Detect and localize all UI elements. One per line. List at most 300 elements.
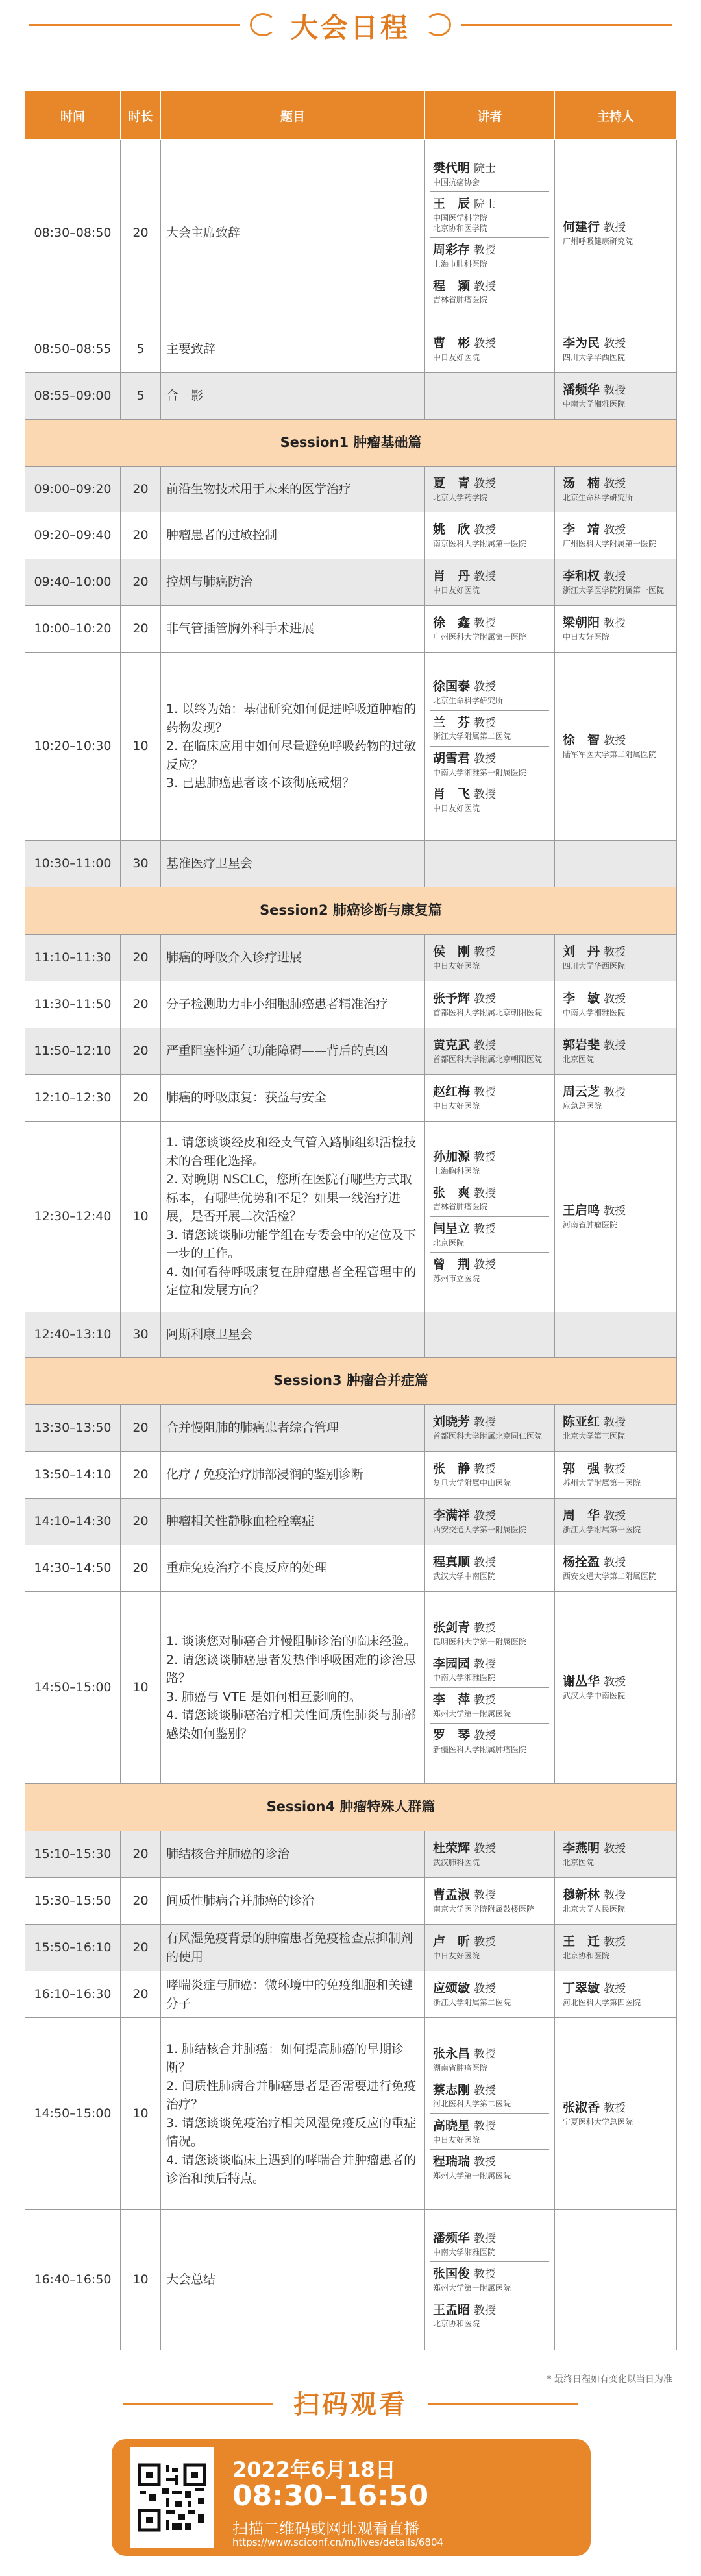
host-title: 教授 [604, 1842, 626, 1856]
row-topic: 分子检测助力非小细胞肺癌患者精准治疗 [161, 981, 425, 1028]
speaker-title: 教授 [474, 2232, 497, 2246]
speaker-affiliation: 复旦大学附属中山医院 [433, 1478, 511, 1488]
speaker-name: 张 爽 [433, 1185, 471, 1200]
row-duration: 20 [121, 935, 161, 981]
speaker-title: 教授 [474, 680, 497, 694]
host-affiliation: 应急总医院 [563, 1101, 602, 1111]
qr-code[interactable] [130, 2447, 214, 2548]
speaker-name: 曾 荆 [433, 1257, 471, 1272]
speaker-affiliation: 中日友好医院 [433, 586, 480, 596]
row-host [555, 559, 677, 606]
host [560, 215, 671, 250]
host-affiliation: 陆军军医大学第二附属医院 [563, 750, 657, 760]
row-duration: 20 [121, 1878, 161, 1925]
host [560, 611, 671, 646]
speaker-name: 兰 芬 [433, 715, 471, 730]
host-title: 教授 [604, 1982, 626, 1996]
row-host [555, 512, 677, 559]
row-topic: 合并慢阻肺的肺癌患者综合管理 [161, 1405, 425, 1452]
host-affiliation: 北京大学人民医院 [563, 1905, 626, 1914]
host [560, 564, 671, 599]
table-row [25, 2018, 677, 2210]
speaker-name: 樊代明 [433, 161, 471, 176]
host-name: 陈亚红 [563, 1415, 600, 1430]
speaker [430, 987, 549, 1022]
row-host [555, 373, 677, 420]
row-time: 15:30–15:50 [25, 1878, 121, 1925]
header-topic: 题目 [161, 91, 425, 140]
host-name: 何建行 [563, 219, 600, 234]
table-row [25, 326, 677, 373]
row-host [555, 140, 677, 326]
table-row [25, 606, 677, 653]
host [560, 728, 671, 764]
speaker-affiliation: 首都医科大学附属北京同仁医院 [433, 1432, 543, 1441]
host [560, 1550, 671, 1585]
row-topic: 肺癌的呼吸康复：获益与安全 [161, 1075, 425, 1122]
speaker [430, 274, 549, 309]
table-row [25, 981, 677, 1028]
host [560, 472, 671, 507]
host-name: 李 靖 [563, 522, 600, 537]
speaker-affiliation: 北京大学药学院 [433, 493, 488, 503]
speaker-affiliation: 中日友好医院 [433, 961, 480, 971]
row-topic: 肿瘤患者的过敏控制 [161, 512, 425, 559]
speaker [430, 611, 549, 646]
host-affiliation: 河北医科大学第四医院 [563, 1998, 641, 2008]
row-duration: 30 [121, 841, 161, 887]
row-host [555, 1545, 677, 1592]
host [560, 1080, 671, 1115]
host [560, 1836, 671, 1872]
speaker-title: 教授 [474, 2304, 497, 2317]
host-affiliation: 广州医科大学附属第一医院 [563, 539, 657, 549]
table-row [25, 1592, 677, 1784]
speaker [430, 1687, 549, 1723]
speaker-affiliation: 中日友好医院 [433, 2135, 480, 2145]
session-header-row [25, 1784, 677, 1831]
scan-decor-line-right [428, 2403, 578, 2405]
host-name: 穆新林 [563, 1888, 600, 1903]
row-speakers [425, 1075, 555, 1122]
speaker-affiliation: 中日友好医院 [433, 353, 480, 363]
speaker-title: 教授 [474, 993, 497, 1006]
speaker [430, 1977, 549, 2012]
row-time: 14:10–14:30 [25, 1499, 121, 1545]
speaker [430, 2113, 549, 2149]
host-title: 教授 [604, 1676, 626, 1689]
speaker-name: 张剑青 [433, 1620, 471, 1635]
table-row [25, 1499, 677, 1545]
row-topic: 间质性肺病合并肺癌的诊治 [161, 1878, 425, 1925]
row-speakers [425, 1452, 555, 1499]
speaker-affiliation: 中日友好医院 [433, 1951, 480, 1961]
host [560, 1977, 671, 2012]
row-duration: 20 [121, 981, 161, 1028]
row-duration: 20 [121, 467, 161, 512]
speaker-name: 高晓星 [433, 2119, 471, 2133]
table-header-row [25, 91, 677, 140]
host-title: 教授 [604, 946, 626, 959]
host [560, 1883, 671, 1918]
speaker-name: 张 静 [433, 1462, 471, 1476]
speaker-title: 教授 [474, 752, 497, 765]
schedule-body [25, 140, 677, 2350]
speaker-name: 胡雪君 [433, 751, 471, 765]
host-affiliation: 四川大学华西医院 [563, 353, 626, 363]
host-title: 教授 [604, 337, 626, 351]
header-duration: 时长 [121, 91, 161, 140]
speaker-affiliation: 南京医科大学附属第一医院 [433, 539, 527, 549]
row-time: 14:30–14:50 [25, 1545, 121, 1592]
speaker-affiliation: 北京协和医院 [433, 2319, 480, 2329]
live-cta: 扫描二维码或网址观看直播 [232, 2520, 419, 2538]
host-name: 潘频华 [563, 383, 600, 398]
row-duration: 20 [121, 512, 161, 559]
host-name: 郭 强 [563, 1462, 600, 1476]
row-speakers [425, 467, 555, 512]
row-host [555, 467, 677, 512]
speaker-title: 教授 [474, 280, 497, 293]
row-topic: 肿瘤相关性静脉血栓栓塞症 [161, 1499, 425, 1545]
speaker-affiliation: 湖南省肿瘤医院 [433, 2064, 488, 2073]
row-topic: 大会总结 [161, 2210, 425, 2350]
speaker [430, 1550, 549, 1585]
live-info-card [112, 2439, 591, 2556]
row-speakers [425, 373, 555, 420]
row-duration: 20 [121, 1499, 161, 1545]
host-title: 教授 [604, 734, 626, 748]
speaker [430, 1723, 549, 1759]
row-host [555, 1405, 677, 1452]
schedule-table [25, 91, 677, 2350]
host-affiliation: 浙江大学附属第一医院 [563, 1525, 641, 1535]
session-header-row [25, 420, 677, 467]
speaker-title: 教授 [474, 2084, 497, 2097]
speaker-name: 张国俊 [433, 2267, 471, 2281]
speaker-title: 教授 [474, 2156, 497, 2169]
speaker-name: 程 颖 [433, 278, 471, 293]
speaker-title: 院士 [474, 162, 497, 176]
speaker-name: 李 萍 [433, 1692, 471, 1707]
header-host: 主持人 [555, 91, 677, 140]
host [560, 378, 671, 413]
row-speakers [425, 841, 555, 887]
session-header-row [25, 1358, 677, 1405]
row-host [555, 2210, 677, 2350]
host-name: 梁朝阳 [563, 616, 600, 631]
speaker-title: 教授 [474, 1463, 497, 1476]
speaker-name: 蔡志刚 [433, 2082, 471, 2097]
speaker-affiliation: 吉林省肿瘤医院 [433, 295, 488, 305]
row-duration: 20 [121, 1075, 161, 1122]
table-row [25, 2210, 677, 2350]
speaker [430, 518, 549, 553]
row-speakers [425, 559, 555, 606]
row-duration: 5 [121, 373, 161, 420]
speaker [430, 710, 549, 746]
speaker-affiliation: 浙江大学附属第二医院 [433, 732, 511, 741]
table-row [25, 140, 677, 326]
row-time: 14:50–15:00 [25, 1592, 121, 1784]
speaker-affiliation: 上海市肺科医院 [433, 259, 488, 269]
row-duration: 10 [121, 1592, 161, 1784]
speaker [430, 746, 549, 782]
speaker [430, 564, 549, 599]
host-title: 教授 [604, 1463, 626, 1476]
speaker-name: 徐国泰 [433, 679, 471, 694]
row-time: 11:30–11:50 [25, 981, 121, 1028]
speaker-affiliation: 中南大学湘雅第一附属医院 [433, 767, 527, 777]
row-host [555, 653, 677, 841]
row-topic: 化疗 / 免疫治疗肺部浸润的鉴别诊断 [161, 1452, 425, 1499]
speaker [430, 1252, 549, 1288]
speaker-title: 教授 [474, 2268, 497, 2281]
host-title: 教授 [604, 2102, 626, 2115]
host-name: 周 华 [563, 1508, 600, 1523]
row-speakers [425, 1028, 555, 1075]
row-time: 12:40–13:10 [25, 1312, 121, 1358]
row-duration: 5 [121, 326, 161, 373]
row-time: 08:30–08:50 [25, 140, 121, 326]
host-name: 李 敏 [563, 991, 600, 1006]
table-row [25, 1452, 677, 1499]
speaker-affiliation: 吉林省肿瘤医院 [433, 1202, 488, 1212]
speaker [430, 1181, 549, 1216]
row-time: 15:50–16:10 [25, 1925, 121, 1971]
row-topic: 合 影 [161, 373, 425, 420]
speaker-affiliation: 武汉肺科医院 [433, 1858, 480, 1868]
host-affiliation: 武汉大学中南医院 [563, 1691, 626, 1701]
speaker-title: 教授 [474, 2048, 497, 2062]
host [560, 1670, 671, 1705]
row-time: 13:50–14:10 [25, 1452, 121, 1499]
host [560, 1457, 671, 1492]
host-affiliation: 四川大学华西医院 [563, 961, 626, 971]
row-topic: 前沿生物技术用于未来的医学治疗 [161, 467, 425, 512]
row-duration: 20 [121, 1831, 161, 1878]
row-speakers [425, 1831, 555, 1878]
row-speakers [425, 1925, 555, 1971]
qr-code-icon [136, 2455, 208, 2540]
row-duration: 10 [121, 2210, 161, 2350]
row-time: 15:10–15:30 [25, 1831, 121, 1878]
table-row [25, 1925, 677, 1971]
speaker-title: 教授 [474, 1416, 497, 1430]
table-row [25, 653, 677, 841]
table-row [25, 1405, 677, 1452]
row-speakers [425, 2018, 555, 2210]
speaker-title: 教授 [474, 1151, 497, 1164]
host-title: 教授 [604, 570, 626, 584]
table-row [25, 1971, 677, 2018]
row-duration: 20 [121, 1452, 161, 1499]
row-host [555, 841, 677, 887]
host-name: 张淑香 [563, 2101, 600, 2115]
speaker [430, 1410, 549, 1445]
row-duration: 20 [121, 1028, 161, 1075]
speaker [430, 237, 549, 273]
host-affiliation: 中南大学湘雅医院 [563, 1008, 626, 1018]
speaker-title: 教授 [474, 337, 497, 351]
speaker [430, 782, 549, 817]
speaker-affiliation: 上海胸科医院 [433, 1166, 480, 1176]
speaker-title: 教授 [474, 1223, 497, 1236]
speaker [430, 2261, 549, 2297]
host-affiliation: 中日友好医院 [563, 632, 610, 642]
speaker-affiliation: 西安交通大学第一附属医院 [433, 1525, 527, 1535]
host-name: 李燕明 [563, 1841, 600, 1856]
host-title: 教授 [604, 1416, 626, 1430]
speaker-affiliation: 郑州大学第一附属医院 [433, 2283, 511, 2293]
row-duration: 20 [121, 1405, 161, 1452]
speaker-name: 曹孟淑 [433, 1888, 471, 1903]
row-speakers [425, 1592, 555, 1784]
host-affiliation: 中南大学湘雅医院 [563, 400, 626, 409]
row-speakers [425, 1499, 555, 1545]
row-time: 12:10–12:30 [25, 1075, 121, 1122]
speaker [430, 2298, 549, 2333]
speaker-title: 教授 [474, 946, 497, 959]
row-topic: 1. 请您谈谈经皮和经支气管入路肺组织活检技术的合理化选择。 2. 对晚期 NSCLC，您所在医院有哪些方式取标本，有哪些优势和不足？如果一线治疗进展，是否开展二次活检？ 3. 请您谈谈肺功能学组在专委会中的定位及下一步的工作。 4. 如何看待呼吸康复在肿瘤患者全程管理中的定位和发展方向？ [161, 1122, 425, 1312]
row-speakers [425, 1312, 555, 1358]
speaker-title: 教授 [474, 617, 497, 631]
speaker-name: 周彩存 [433, 243, 471, 258]
row-speakers [425, 512, 555, 559]
host-title: 教授 [604, 1556, 626, 1570]
speaker-name: 孙加源 [433, 1150, 471, 1164]
row-speakers [425, 653, 555, 841]
host-name: 汤 楠 [563, 476, 600, 491]
title-decor-line-right [461, 24, 672, 26]
host-affiliation: 宁夏医科大学总医院 [563, 2117, 633, 2127]
host-name: 王 迁 [563, 1934, 600, 1949]
row-host [555, 935, 677, 981]
speaker-title: 教授 [474, 1510, 497, 1523]
speaker [430, 1930, 549, 1965]
speaker [430, 1652, 549, 1687]
speaker-affiliation: 中日友好医院 [433, 1101, 480, 1111]
speaker-affiliation: 河北医科大学第二医院 [433, 2099, 511, 2109]
host [560, 987, 671, 1022]
speaker-affiliation: 首都医科大学附属北京朝阳医院 [433, 1008, 543, 1018]
row-speakers [425, 1122, 555, 1312]
speaker-name: 杜荣辉 [433, 1841, 471, 1856]
row-time: 16:40–16:50 [25, 2210, 121, 2350]
speaker [430, 1504, 549, 1539]
host-affiliation: 北京大学第三医院 [563, 1432, 626, 1441]
speaker-name: 夏 青 [433, 476, 471, 491]
host-title: 教授 [604, 477, 626, 491]
row-speakers [425, 606, 555, 653]
host [560, 940, 671, 975]
speaker-title: 教授 [474, 1694, 497, 1707]
host [560, 1930, 671, 1965]
row-time: 16:10–16:30 [25, 1971, 121, 2018]
live-url-link[interactable]: https://www.sciconf.cn/m/lives/details/6804 [232, 2536, 444, 2548]
row-speakers [425, 1545, 555, 1592]
speaker [430, 1883, 549, 1918]
host-affiliation: 北京医院 [563, 1055, 595, 1065]
row-topic: 控烟与肺癌防治 [161, 559, 425, 606]
row-host [555, 1499, 677, 1545]
host-affiliation: 北京生命科学研究所 [563, 493, 633, 503]
row-topic: 非气管插管胸外科手术进展 [161, 606, 425, 653]
header-speaker: 讲者 [425, 91, 555, 140]
row-time: 14:50–15:00 [25, 2018, 121, 2210]
row-time: 10:20–10:30 [25, 653, 121, 841]
speaker [430, 2226, 549, 2261]
row-time: 08:55–09:00 [25, 373, 121, 420]
host [560, 518, 671, 553]
speaker-affiliation: 苏州市立医院 [433, 1273, 480, 1283]
host-title: 教授 [604, 1936, 626, 1949]
speaker-name: 卢 昕 [433, 1934, 471, 1949]
host-affiliation: 北京医院 [563, 1858, 595, 1868]
host [560, 1504, 671, 1539]
page-title: 大会日程 [290, 12, 410, 43]
host [560, 1033, 671, 1068]
row-speakers [425, 935, 555, 981]
speaker-name: 应颂敏 [433, 1981, 471, 1996]
row-speakers [425, 1971, 555, 2018]
speaker-title: 教授 [474, 1729, 497, 1743]
speaker-affiliation: 郑州大学第一附属医院 [433, 2171, 511, 2180]
host [560, 1199, 671, 1234]
host-name: 郭岩斐 [563, 1038, 600, 1053]
row-host [555, 1592, 677, 1784]
speaker-name: 肖 飞 [433, 787, 471, 802]
row-time: 13:30–13:50 [25, 1405, 121, 1452]
row-duration: 10 [121, 2018, 161, 2210]
row-speakers [425, 1878, 555, 1925]
scan-title: 扫码观看 [293, 2390, 408, 2420]
host-title: 教授 [604, 384, 626, 398]
session-title: Session1 肿瘤基础篇 [25, 420, 677, 467]
row-host [555, 1028, 677, 1075]
speaker-name: 刘晓芳 [433, 1415, 471, 1430]
speaker-name: 程瑞瑞 [433, 2154, 471, 2169]
speaker-affiliation: 武汉大学中南医院 [433, 1572, 496, 1582]
row-topic: 1. 以终为始：基础研究如何促进呼吸道肿瘤的药物发现？ 2. 在临床应用中如何尽量避免呼吸药物的过敏反应？ 3. 已患肺癌患者该不该彻底戒烟？ [161, 653, 425, 841]
row-topic: 严重阻塞性通气功能障碍——背后的真凶 [161, 1028, 425, 1075]
live-hours: 08:30–16:50 [232, 2479, 429, 2512]
host-title: 教授 [604, 1039, 626, 1053]
title-bar [0, 0, 701, 49]
table-row [25, 559, 677, 606]
host-name: 李和权 [563, 569, 600, 584]
host-title: 教授 [604, 993, 626, 1006]
row-duration: 10 [121, 1122, 161, 1312]
speaker-affiliation: 浙江大学附属第二医院 [433, 1998, 511, 2008]
table-row [25, 1075, 677, 1122]
speaker-affiliation: 首都医科大学附属北京朝阳医院 [433, 1055, 543, 1065]
table-row [25, 1122, 677, 1312]
speaker-name: 肖 丹 [433, 569, 471, 584]
speaker [430, 675, 549, 710]
row-time: 10:30–11:00 [25, 841, 121, 887]
row-topic: 基准医疗卫星会 [161, 841, 425, 887]
speaker-name: 黄克武 [433, 1038, 471, 1053]
speaker [430, 1457, 549, 1492]
speaker [430, 1836, 549, 1872]
row-topic: 有风湿免疫背景的肿瘤患者免疫检查点抑制剂的使用 [161, 1925, 425, 1971]
host-title: 教授 [604, 1510, 626, 1523]
speaker-affiliation: 北京医院 [433, 1238, 465, 1247]
row-speakers [425, 326, 555, 373]
speaker-name: 张永昌 [433, 2047, 471, 2062]
host-title: 教授 [604, 617, 626, 631]
